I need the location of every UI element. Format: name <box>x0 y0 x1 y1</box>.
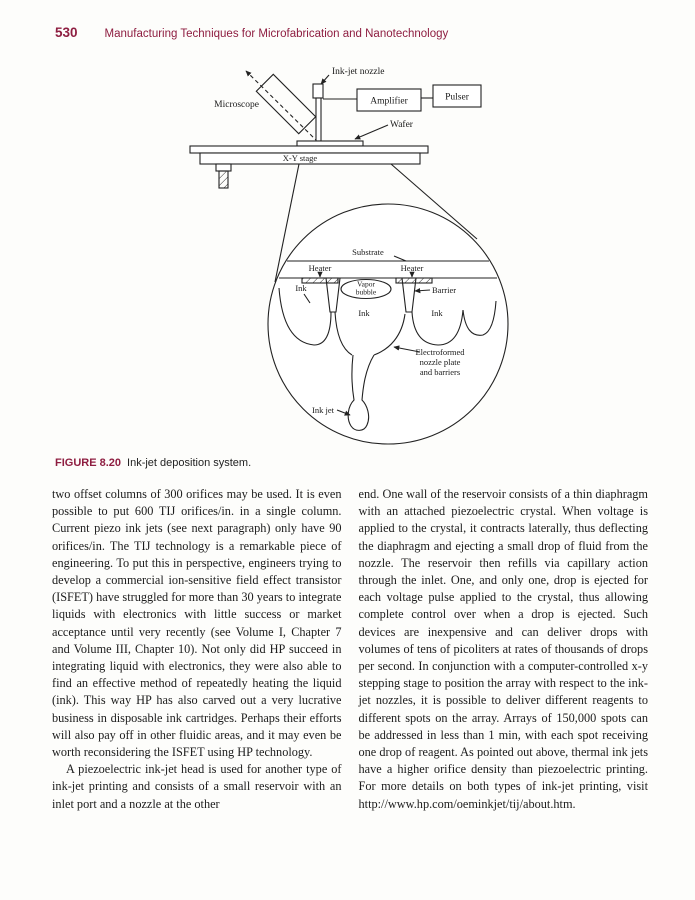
label-ink-jet: Ink jet <box>312 405 334 415</box>
stage-top-plate <box>190 146 428 153</box>
figure-diagram <box>0 58 695 454</box>
label-pulser: Pulser <box>445 92 469 103</box>
microscope-body <box>256 74 315 133</box>
figure-caption <box>55 457 251 469</box>
label-wafer: Wafer <box>390 120 413 130</box>
running-title: Manufacturing Techniques for Microfabrication and Nanotechnology <box>104 28 449 40</box>
nozzle-label-leader <box>321 75 329 84</box>
label-vapor-line2: bubble <box>355 287 377 297</box>
right-column <box>359 486 649 813</box>
label-amplifier: Amplifier <box>370 96 408 107</box>
label-ink-left: Ink <box>295 283 307 293</box>
label-barrier: Barrier <box>432 285 457 295</box>
nozzle-tube <box>316 98 321 141</box>
nozzle-holder <box>313 84 323 98</box>
heater-strip-right <box>396 278 432 283</box>
left-column <box>52 486 342 813</box>
label-heater-right: Heater <box>400 263 424 273</box>
left-column-paragraph-2: A piezoelectric ink-jet head is used for another type of ink-jet printing and consists of a small reservoir with an inlet port and a nozzle at the other <box>52 762 342 811</box>
label-ink-center: Ink <box>358 308 370 318</box>
label-ink-jet-nozzle: Ink-jet nozzle <box>332 67 385 77</box>
label-plate-line2: nozzle plate <box>419 357 461 367</box>
zoom-circle <box>268 204 508 444</box>
stage-mount <box>216 164 231 171</box>
label-vapor-line1: Vapor <box>357 279 375 289</box>
figure-caption-text: Ink-jet deposition system. <box>127 457 252 469</box>
left-column-paragraph-1: two offset columns of 300 orifices may be used. It is even possible to put 600 TIJ orifices/in. in a single column. Current piezo ink jets (see next paragraph) only have 90 orifices/in. The TIJ technology is a remarkable piece of engineering. To put this in perspective, engineers trying to develop a commercial ion-sensitive field effect transistor (ISFET) have struggled for more than 30 years to integrate liquids with electronics with little success or market acceptance until very recently (see Volume I, Chapter 7 and Volume III, Chapter 10). Not only did HP succeed in integrating liquid with electronics, they were also able to find an effective method of repeatedly heating the liquid (ink). This way HP has also carved out a very lucrative business in disposable ink cartridges. Perhaps their efforts will also pay off in other fluidic areas, and it may even be worth reconsidering the ISFET using HP technology. <box>52 487 342 760</box>
label-ink-right: Ink <box>431 308 443 318</box>
label-microscope: Microscope <box>214 100 259 110</box>
diagram-linework <box>190 71 508 444</box>
page-number: 530 <box>55 25 78 40</box>
label-plate-line1: Electroformed <box>415 347 465 357</box>
figure-caption-label: FIGURE 8.20 <box>55 457 122 469</box>
page-header <box>55 25 655 40</box>
stage-screw <box>219 171 228 188</box>
label-xy-stage: X-Y stage <box>282 153 318 163</box>
label-substrate: Substrate <box>352 247 384 257</box>
body-text <box>52 486 648 813</box>
right-column-paragraph-1: end. One wall of the reservoir consists of a thin diaphragm with an attached piezoelectric crystal. When voltage is applied to the crystal, it contracts laterally, thus deflecting the diaphragm and ejecting a small drop of fluid from the nozzle. The reservoir then refills via capillary action through the inlet. One, and only one, drop is ejected for each voltage pulse applied to the crystal, thus allowing complete control over when a drop is ejected. Such devices are inexpensive and can deliver drops with volumes of tens of picoliters at rates of thousands of drops per second. In conjunction with a computer-controlled x-y stepping stage to position the array with respect to the ink-jet nozzles, it is possible to deliver different reagents to different spots on the array. Arrays of 150,000 spots can be addressed in less than 1 min, with each spot receiving one drop of reagent. As pointed out above, thermal ink jets have a higher orifice density than piezoelectric printing. For more details on both types of ink-jet printing, visit http://www.hp.com/oeminkjet/tij/about.htm. <box>358 487 648 811</box>
heater-strip-left <box>302 278 338 283</box>
label-plate-line3: and barriers <box>419 367 461 377</box>
wafer-label-leader <box>355 125 388 139</box>
label-heater-left: Heater <box>308 263 332 273</box>
wafer-slab <box>297 141 363 146</box>
